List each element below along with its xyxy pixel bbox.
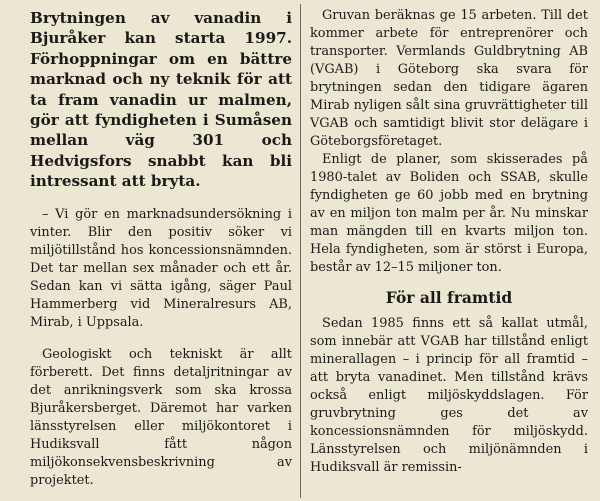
article-lead: Brytningen av vanadin i Bjuråker kan starta 1997. Förhoppningar om en bättre marknad och ny teknik för att ta fram vanadin ur malmen, gör att fyndigheten i Sumåsen mellan väg 301 och Hedvigsfors snabbt kan bli intressant att bryta. <box>30 9 292 191</box>
body-paragraph: Gruvan beräknas ge 15 arbeten. Till det kommer arbete för entreprenörer och transporter. Vermlands Guldbrytning AB (VGAB) i Göteborg ska svara för brytningen sedan den tidigare ägaren Mirab nyligen sålt sina gruvrättigheter till VGAB och samtidigt blivit stor delägare i Göteborgsföretaget. <box>310 8 588 149</box>
column-divider <box>300 4 301 498</box>
subheading: För all framtid <box>385 288 513 307</box>
right-column <box>310 0 588 477</box>
body-paragraph: Sedan 1985 finns ett så kallat utmål, som innebär att VGAB har tillstånd enligt minerallagen – i princip för all framtid – att bryta vanadinet. Men tillstånd krävs också enligt miljöskyddslagen. För gruvbrytning ges det av koncessionsnämnden för miljöskydd. Länsstyrelsen och miljönämnden i Hudiksvall är remissin- <box>310 316 588 475</box>
left-column <box>30 0 292 490</box>
body-paragraph: Enligt de planer, som skisserades på 1980-talet av Boliden och SSAB, skulle fyndigheten ge 60 jobb med en brytning av en miljon ton malm per år. Nu minskar man mängden till en kvarts miljon ton. Hela fyndigheten, som är störst i Europa, består av 12–15 miljoner ton. <box>310 152 588 275</box>
body-paragraph: – Vi gör en marknadsundersökning i vinter. Blir den positiv söker vi miljötillstånd hos koncessionsnämnden. Det tar mellan sex månader och ett år. Sedan kan vi sätta igång, säger Paul Hammerberg vid Mineralresurs AB, Mirab, i Uppsala. <box>30 206 292 330</box>
body-paragraph: Geologiskt och tekniskt är allt förberett. Det finns detaljritningar av det anrikningsverk som ska krossa Bjuråkersberget. Däremot har varken länsstyrelsen eller miljökontoret i Hudiksvall fått någon miljökonsekvensbeskrivning av projektet. <box>30 346 292 488</box>
